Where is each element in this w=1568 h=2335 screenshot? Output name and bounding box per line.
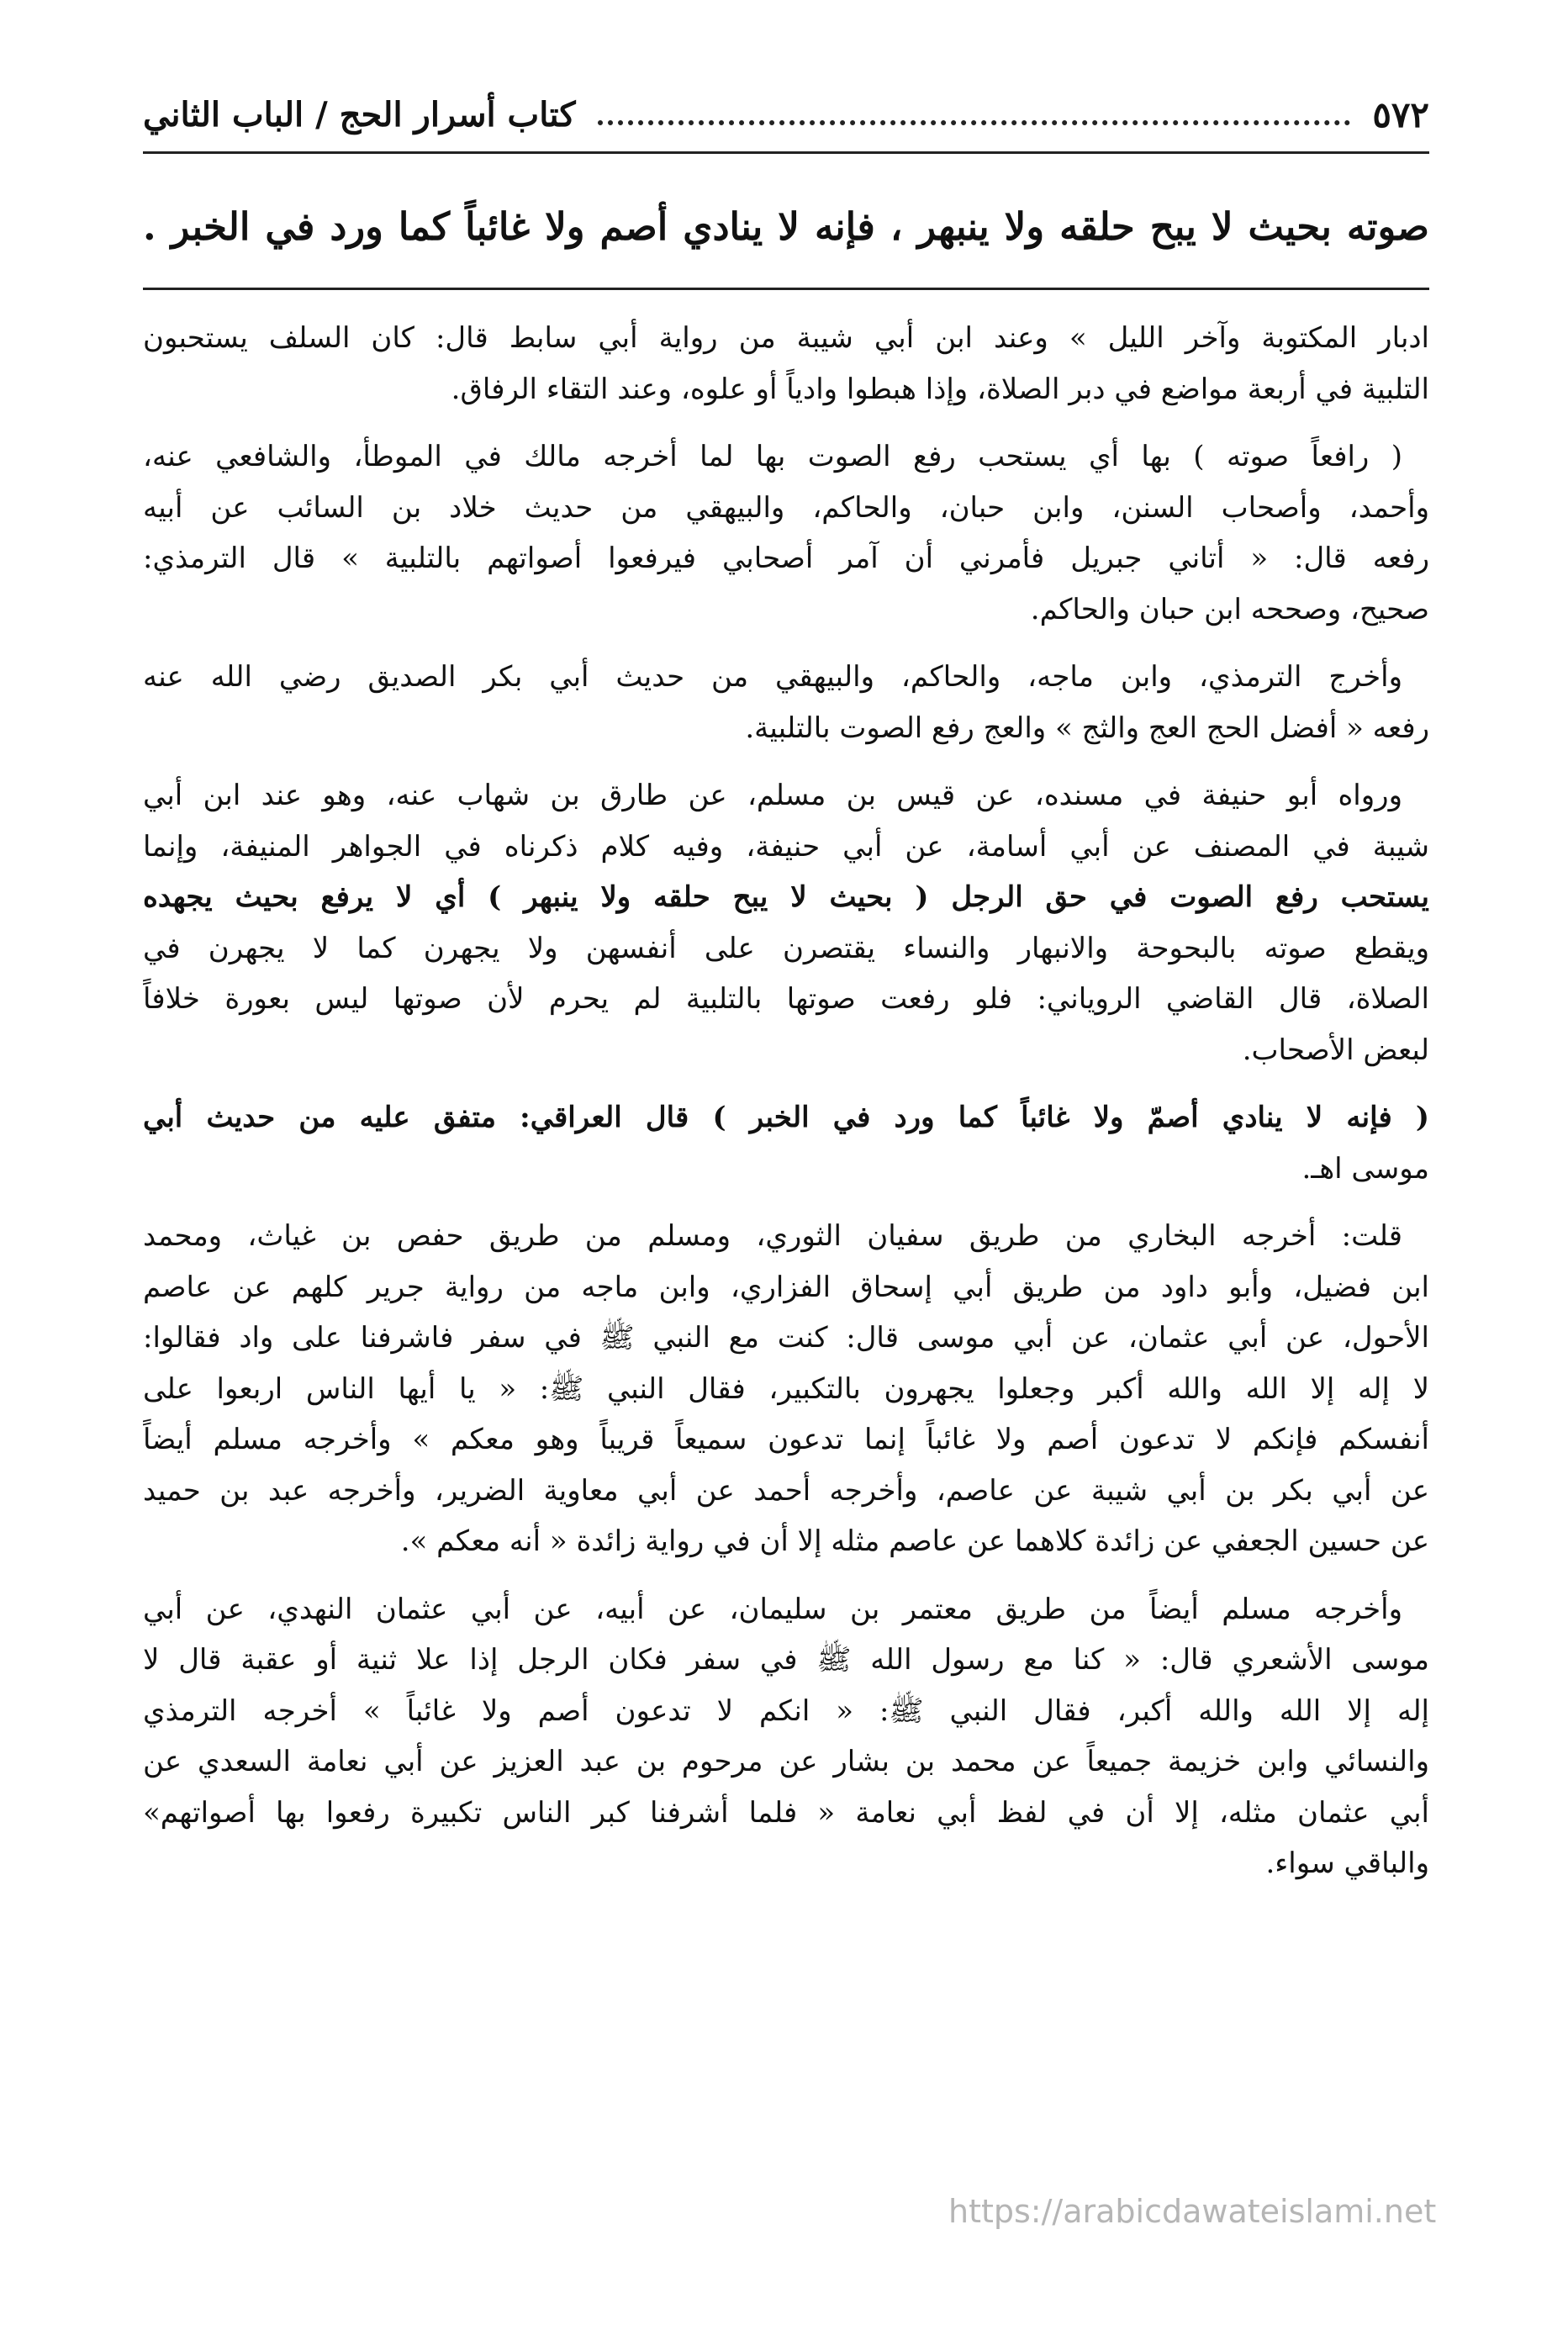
text-line: ( فإنه لا ينادي أصمّ ولا غائباً كما ورد في الخبر ) قال العراقي: متفق عليه من حديث أبي (143, 1101, 1429, 1134)
text-line: الصلاة، قال القاضي الروياني: فلو رفعت صوتها بالتلبية لم يحرم لأن صوتها ليس بعورة خلافاً (143, 982, 1429, 1016)
text-line: وأخرجه مسلم أيضاً من طريق معتمر بن سليمان، عن أبيه، عن أبي عثمان النهدي، عن أبي (143, 1592, 1402, 1626)
header-rule (143, 151, 1429, 154)
text-line: ورواه أبو حنيفة في مسنده، عن قيس بن مسلم، عن طارق بن شهاب عنه، وهو عند ابن أبي (143, 779, 1402, 812)
header-dot-leader (598, 120, 1351, 125)
text-line: والباقي سواء. (1265, 1846, 1429, 1880)
running-header (143, 91, 1429, 138)
text-line: لا إله إلا الله والله أكبر وجعلوا يجهرون بالتكبير، فقال النبي ﷺ: « يا أيها الناس اربعوا على (143, 1371, 1429, 1406)
page-number: ٥٧٢ (1372, 93, 1429, 135)
watermark-url: https://arabicdawateislami.net (948, 2193, 1437, 2230)
text-line: رفعه قال: « أتاني جبريل فأمرني أن آمر أصحابي فيرفعوا أصواتهم بالتلبية » قال الترمذي: (143, 541, 1429, 575)
text-line: قلت: أخرجه البخاري من طريق سفيان الثوري، ومسلم من طريق حفص بن غياث، ومحمد (143, 1219, 1402, 1253)
text-line: لبعض الأصحاب. (1242, 1033, 1429, 1067)
commentary-paragraph (143, 1584, 1429, 1889)
commentary-paragraph (143, 770, 1429, 1075)
text-line: صحيح، وصححه ابن حبان والحاكم. (1030, 592, 1429, 626)
text-line: موسى الأشعري قال: « كنا مع رسول الله ﷺ في سفر فكان الرجل إذا علا ثنية أو عقبة قال لا (143, 1643, 1429, 1677)
commentary-paragraph (143, 313, 1429, 415)
text-line: أبي عثمان مثله، إلا أن في لفظ أبي نعامة « فلما أشرفنا كبر الناس تكبيرة رفعوا بها أصواتهم» (143, 1795, 1429, 1830)
commentary-paragraph (143, 1092, 1429, 1194)
text-line: وأحمد، وأصحاب السنن، وابن حبان، والحاكم، والبيهقي من حديث خلاد بن السائب عن أبيه (143, 490, 1429, 525)
commentary (143, 313, 1429, 2171)
commentary-paragraph (143, 1211, 1429, 1567)
text-line: وأخرج الترمذي، وابن ماجه، والحاكم، والبيهقي من حديث أبي بكر الصديق رضي الله عنه (143, 660, 1402, 694)
header-title: كتاب أسرار الحج / الباب الثاني (143, 94, 576, 135)
commentary-paragraph (143, 652, 1429, 753)
text-line: الأحول، عن أبي عثمان، عن أبي موسى قال: كنت مع النبي ﷺ في سفر فاشرفنا على واد فقالوا: (143, 1321, 1429, 1355)
text-line: عن أبي بكر بن أبي شيبة عن عاصم، وأخرجه أحمد عن أبي معاوية الضرير، وأخرجه عبد بن حميد (143, 1473, 1429, 1508)
book-page (143, 0, 1429, 2335)
text-line: ادبار المكتوبة وآخر الليل » وعند ابن أبي شيبة من رواية أبي سابط قال: كان السلف يستحبون (143, 321, 1429, 355)
text-line: شيبة في المصنف عن أبي أسامة، عن أبي حنيفة، وفيه كلام ذكرناه في الجواهر المنيفة، وإنما (143, 829, 1429, 864)
text-line: إله إلا الله والله أكبر، فقال النبي ﷺ: « انكم لا تدعون أصم ولا غائباً » أخرجه الترمذي (143, 1693, 1429, 1728)
text-line: يستحب رفع الصوت في حق الرجل ( بحيث لا يبح حلقه ولا ينبهر ) أي لا يرفع بحيث يجهده (143, 880, 1429, 914)
text-line: رفعه « أفضل الحج العج والثج » والعج رفع الصوت بالتلبية. (745, 711, 1429, 745)
separator-rule (143, 288, 1429, 290)
main-text: صوته بحيث لا يبح حلقه ولا ينبهر ، فإنه لا ينادي أصم ولا غائباً كما ورد في الخبر . (143, 204, 1429, 249)
text-line: موسى اهـ. (1301, 1151, 1429, 1186)
text-line: ابن فضيل، وأبو داود من طريق أبي إسحاق الفزاري، وابن ماجه من رواية جرير كلهم عن عاصم (143, 1270, 1429, 1304)
text-line: أنفسكم فإنكم لا تدعون أصم ولا غائباً إنما تدعون سميعاً قريباً وهو معكم » وأخرجه مسلم أيضاً (143, 1423, 1429, 1456)
text-line: والنسائي وابن خزيمة جميعاً عن محمد بن بشار عن مرحوم بن عبد العزيز عن أبي نعامة السعدي عن (143, 1745, 1429, 1778)
text-line: عن حسين الجعفي عن زائدة كلاهما عن عاصم مثله إلا أن في رواية زائدة « أنه معكم ». (400, 1524, 1429, 1558)
text-line: التلبية في أربعة مواضع في دبر الصلاة، وإذا هبطوا وادياً أو علوه، وعند التقاء الرفاق. (451, 372, 1429, 406)
commentary-paragraph (143, 431, 1429, 635)
text-line: ويقطع صوته بالبحوحة والانبهار والنساء يقتصرن على أنفسهن ولا يجهرن كما لا يجهرن في (143, 931, 1429, 965)
text-line: ( رافعاً صوته ) بها أي يستحب رفع الصوت بها لما أخرجه مالك في الموطأ، والشافعي عنه، (143, 440, 1402, 473)
